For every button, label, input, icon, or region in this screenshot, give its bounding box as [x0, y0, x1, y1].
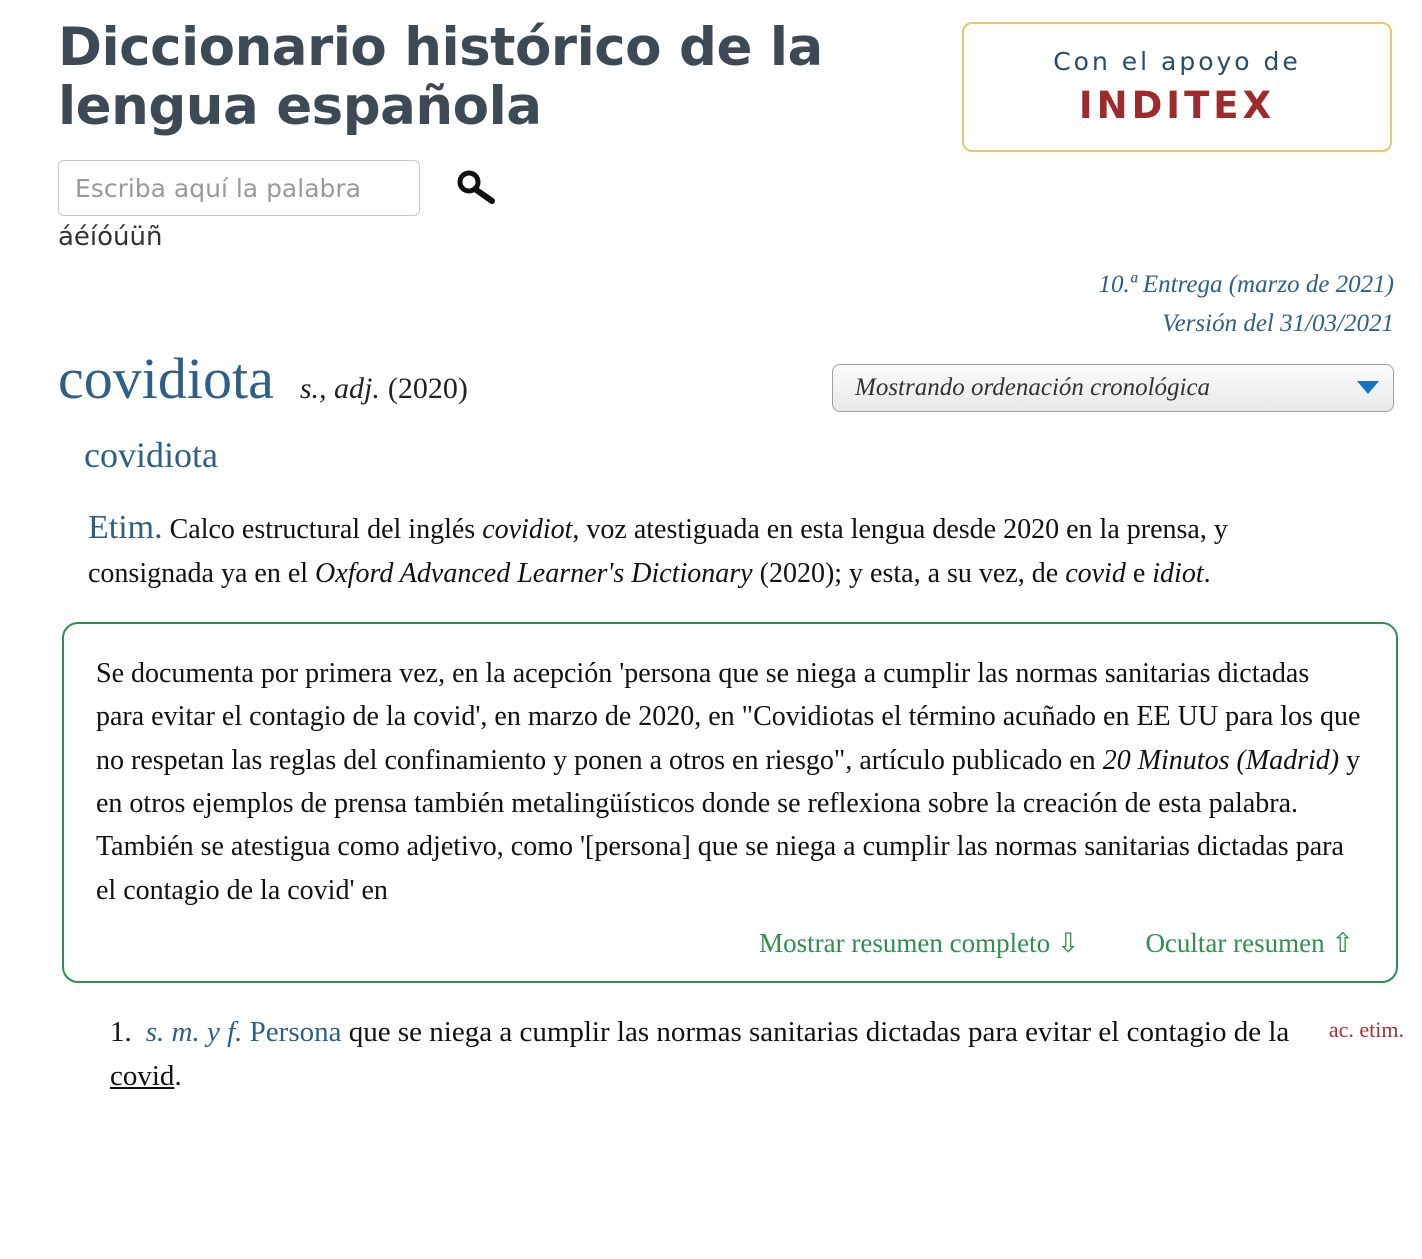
sense-definition: que se niega a cumplir las normas sanitarias dictadas para evitar el contagio de la: [341, 1016, 1290, 1049]
page-title: Diccionario histórico de la lengua española: [58, 17, 823, 138]
sense-link-covid[interactable]: covid: [110, 1059, 175, 1092]
sense-number: 1.: [110, 1016, 132, 1049]
sense-tag-ac-etim: ac. etim.: [1328, 1017, 1404, 1043]
sense-tail: .: [174, 1059, 182, 1092]
lemma-block: [58, 345, 468, 411]
edition-entrega: 10.ª Entrega (marzo de 2021): [1098, 271, 1394, 298]
etymology-text-4: e: [1125, 558, 1153, 590]
sense-item: [0, 983, 1422, 1098]
etymology-italic-4: idiot: [1152, 558, 1204, 590]
sponsor-top-text: Con el apoyo de: [1053, 47, 1301, 76]
etymology-italic-2: Oxford Advanced Learner's Dictionary: [315, 558, 753, 590]
order-select-value: Mostrando ordenación cronológica: [855, 373, 1211, 401]
summary-text-1: Se documenta por primera vez, en la acepción 'persona que se niega a cumplir las normas sanitarias dictadas para evitar el contagio de la covid', en marzo de 2020, en "Covidiotas el término acuñado en EE UU para los que no respetan las reglas del confinamiento y ponen a otros en riesgo", artículo publicado en: [96, 657, 1361, 776]
summary-actions: [96, 912, 1362, 965]
sub-lemma: covidiota: [84, 434, 218, 475]
etymology-italic-1: covidiot: [482, 513, 573, 545]
summary-text-2: y en otros ejemplos de prensa también metalingüísticos donde se reflexiona sobre la creación de esta palabra. También se atestigua como adjetivo, como '[persona] que se niega a cumplir las normas sanitarias dictadas para el contagio de la covid' en: [96, 744, 1361, 906]
lemma-row: [0, 344, 1422, 412]
search-icon: [454, 196, 498, 211]
summary-box: [62, 622, 1398, 983]
chevron-down-icon: [1357, 381, 1379, 394]
etymology-label: Etim.: [88, 508, 163, 546]
summary-text: [96, 652, 1362, 912]
lemma-headword: covidiota: [58, 345, 274, 411]
sense-grammar: s. m. y f.: [145, 1016, 243, 1049]
edition-version: Versión del 31/03/2021: [1162, 309, 1394, 337]
page-header: [0, 0, 1422, 152]
sponsor-brand-name: INDITEX: [1078, 84, 1276, 127]
lemma-year: (2020): [387, 371, 468, 405]
sense-hyperonym: Persona: [249, 1016, 342, 1049]
hide-summary-link[interactable]: Ocultar resumen ⇧: [1145, 928, 1354, 959]
search-button[interactable]: [454, 168, 498, 208]
summary-italic-1: 20 Minutos (Madrid): [1102, 744, 1340, 776]
accent-helper[interactable]: áéíóúüñ: [58, 222, 163, 252]
lemma-category: s., adj.: [299, 371, 380, 405]
show-full-summary-link[interactable]: Mostrar resumen completo ⇩: [759, 928, 1080, 959]
etymology-text-3: (2020); y esta, a su vez, de: [752, 558, 1066, 590]
sponsor-banner: [962, 22, 1392, 152]
etymology-text-1: Calco estructural del inglés: [169, 513, 483, 545]
etymology-paragraph: [0, 476, 1422, 596]
etymology-italic-3: covid: [1065, 558, 1126, 590]
edition-info: [0, 252, 1422, 344]
order-select[interactable]: [832, 364, 1394, 412]
etymology-text-2: , voz atestiguada en esta lengua desde 2020 en la prensa, y consignada ya en el: [88, 513, 1228, 590]
etymology-text-5: .: [1203, 558, 1211, 590]
search-input[interactable]: [58, 160, 420, 216]
search-row: [0, 152, 1422, 216]
